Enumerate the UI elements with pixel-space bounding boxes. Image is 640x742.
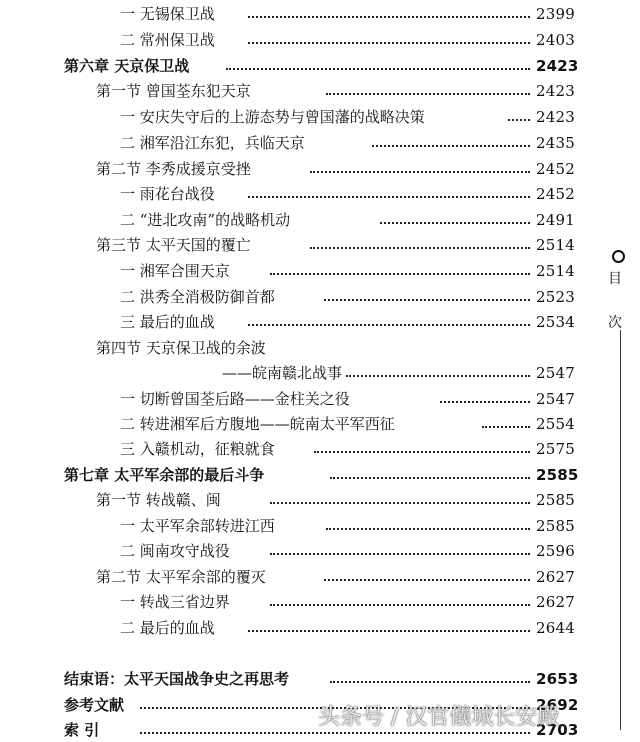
- toc-row: [0, 209, 600, 231]
- toc-row: [0, 286, 600, 308]
- toc-page: 2547: [536, 390, 575, 408]
- toc-label: 一 转战三省边界: [120, 593, 230, 611]
- toc-page: 2547: [536, 364, 575, 382]
- toc-label: 第七章 太平军余部的最后斗争: [64, 466, 265, 484]
- toc-label: 第六章 天京保卫战: [64, 57, 190, 75]
- leader-dots: [324, 579, 530, 581]
- toc-label: 二 闽南攻守战役: [120, 542, 230, 560]
- toc-label: 二 “进北攻南”的战略机动: [120, 211, 291, 229]
- toc-label: 第二节 太平军余部的覆灭: [96, 568, 266, 586]
- toc-page: 2585: [536, 491, 575, 509]
- toc-page: 2452: [536, 160, 575, 178]
- toc-page: 2554: [536, 415, 575, 433]
- toc-page: 2692: [536, 696, 579, 714]
- toc-page: 2423: [536, 57, 579, 75]
- leader-dots: [248, 42, 530, 44]
- leader-dots: [372, 145, 530, 147]
- toc-row: [0, 29, 600, 51]
- toc-row: [0, 515, 600, 537]
- toc-page: 2585: [536, 517, 575, 535]
- toc-label: 二 湘军沿江东犯，兵临天京: [120, 134, 305, 152]
- toc-page: 2644: [536, 619, 575, 637]
- toc-label: 第四节 天京保卫战的余波: [96, 339, 266, 357]
- leader-dots: [310, 171, 530, 173]
- leader-dots: [270, 553, 530, 555]
- toc-label: 一 切断曾国荃后路——金柱关之役: [120, 390, 350, 408]
- toc-page: 2491: [536, 211, 575, 229]
- toc-row: [0, 362, 600, 384]
- sidebar-char: 目: [608, 271, 622, 287]
- leader-dots: [248, 16, 530, 18]
- toc-row: [0, 438, 600, 460]
- leader-dots: [508, 119, 530, 121]
- toc-row: [0, 132, 600, 154]
- toc-label: 第三节 太平天国的覆亡: [96, 236, 251, 254]
- toc-page: 2523: [536, 288, 575, 306]
- toc-label: 结束语：太平天国战争史之再思考: [64, 670, 290, 688]
- toc-label: ——皖南赣北战事: [222, 364, 343, 382]
- toc-page: 2627: [536, 593, 575, 611]
- leader-dots: [324, 299, 530, 301]
- toc-page: 2514: [536, 236, 575, 254]
- toc-label: 第一节 曾国荃东犯天京: [96, 82, 251, 100]
- toc-label: 二 洪秀全消极防御首都: [120, 288, 275, 306]
- toc-label: 第二节 李秀成援京受挫: [96, 160, 251, 178]
- leader-dots: [314, 451, 530, 453]
- leader-dots: [140, 732, 530, 734]
- toc-row: [0, 158, 600, 180]
- toc-label: 一 雨花台战役: [120, 185, 215, 203]
- toc-label: 二 转进湘军后方腹地——皖南太平军西征: [120, 415, 395, 433]
- toc-page: 2596: [536, 542, 575, 560]
- toc-page: 2423: [536, 108, 575, 126]
- toc-page: 2653: [536, 670, 579, 688]
- leader-dots: [270, 273, 530, 275]
- toc-page: 2514: [536, 262, 575, 280]
- toc-page: 2403: [536, 31, 575, 49]
- toc-row: [0, 260, 600, 282]
- leader-dots: [326, 528, 530, 530]
- leader-dots: [380, 222, 530, 224]
- toc-row: [0, 311, 600, 333]
- leader-dots: [270, 502, 530, 504]
- leader-dots: [330, 477, 530, 479]
- leader-dots: [310, 247, 530, 249]
- sidebar-char: 次: [608, 315, 622, 331]
- toc-page: 2575: [536, 440, 575, 458]
- leader-dots: [326, 93, 530, 95]
- circle-mark-icon: [612, 250, 625, 263]
- toc-row-chapter: [0, 464, 600, 486]
- toc-row: [0, 337, 600, 359]
- toc-label: 二 常州保卫战: [120, 31, 215, 49]
- leader-dots: [248, 196, 530, 198]
- toc-row: [0, 80, 600, 102]
- toc-page: 2399: [536, 5, 575, 23]
- leader-dots: [346, 375, 530, 377]
- toc-page: 2452: [536, 185, 575, 203]
- toc-label: 三 入赣机动，征粮就食: [120, 440, 275, 458]
- leader-dots: [270, 604, 530, 606]
- toc-label: 一 无锡保卫战: [120, 5, 215, 23]
- toc-page: 2703: [536, 721, 579, 739]
- toc-row: [0, 489, 600, 511]
- toc-row: [0, 413, 600, 435]
- toc-page: 2435: [536, 134, 575, 152]
- toc-label: 三 最后的血战: [120, 313, 215, 331]
- toc-row: [0, 540, 600, 562]
- toc-label: 二 最后的血战: [120, 619, 215, 637]
- running-header-sidebar: [598, 0, 640, 742]
- toc-row-chapter: [0, 55, 600, 77]
- toc-row: [0, 388, 600, 410]
- leader-dots: [248, 630, 530, 632]
- toc-label: 参考文献: [64, 696, 125, 714]
- toc-label: 一 湘军合围天京: [120, 262, 230, 280]
- toc-page: 2423: [536, 82, 575, 100]
- watermark-text: 头条号 / 汉官儀城长安殿: [318, 705, 560, 730]
- toc-page: 2627: [536, 568, 575, 586]
- toc-row: [0, 591, 600, 613]
- toc-row-chapter: [0, 668, 600, 690]
- toc-label: 索 引: [64, 721, 100, 739]
- toc-page: 2585: [536, 466, 579, 484]
- leader-dots: [330, 681, 530, 683]
- toc-row: [0, 617, 600, 639]
- sidebar-rule: [620, 330, 621, 730]
- leader-dots: [248, 324, 530, 326]
- toc-page: 2534: [536, 313, 575, 331]
- leader-dots: [226, 68, 530, 70]
- toc-label: 一 太平军余部转进江西: [120, 517, 275, 535]
- leader-dots: [440, 401, 530, 403]
- toc-row: [0, 3, 600, 25]
- toc-row: [0, 106, 600, 128]
- toc-label: 第一节 转战赣、闽: [96, 491, 221, 509]
- leader-dots: [482, 426, 530, 428]
- toc-row: [0, 566, 600, 588]
- toc-row: [0, 183, 600, 205]
- toc-row: [0, 234, 600, 256]
- toc-label: 一 安庆失守后的上游态势与曾国藩的战略决策: [120, 108, 425, 126]
